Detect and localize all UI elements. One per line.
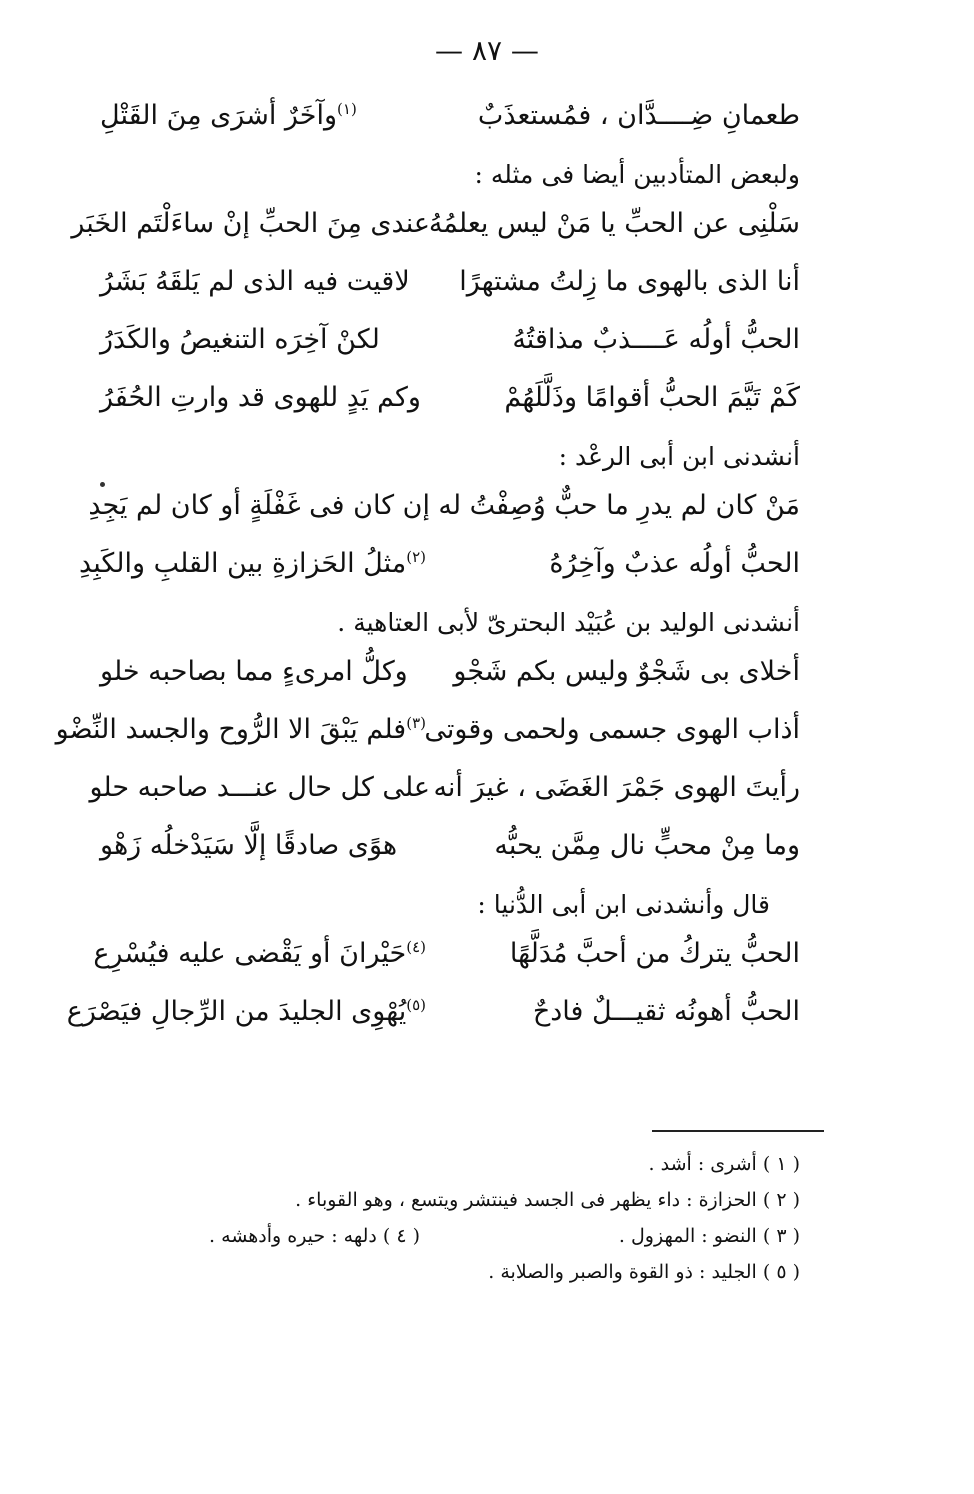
second-hemistich: $^{(٥)}$يُهْوِى الجليدَ من الرِّجالِ فيَصْرَع bbox=[66, 996, 426, 1027]
footnote: ( ٢ ) الحزازة : داء يظهر فى الجسد فينتشر ويتسع ، وهو القوباء . bbox=[295, 1189, 800, 1211]
footnote-marker: (٢) bbox=[406, 548, 426, 566]
footnote-marker: (١) bbox=[337, 100, 357, 118]
first-hemistich: سَلْنِى عن الحبِّ يا مَنْ ليس يعلمُهُ bbox=[428, 208, 800, 239]
first-hemistich: أذاب الهوى جسمى ولحمى وقوتى bbox=[424, 714, 800, 745]
first-hemistich: الحبُّ أولُه عَــــذبٌ مذاقتُهُ bbox=[512, 324, 800, 355]
ink-speck bbox=[100, 482, 105, 487]
first-hemistich: مَنْ كان لم يدرِ ما حبٌّ وُصِفْتُ له bbox=[438, 490, 800, 521]
couplet bbox=[66, 988, 800, 1046]
second-hemistich: $^{(١)}$وآخَرٌ أشرَى مِنَ القَتْلِ bbox=[100, 100, 357, 131]
footnote-row bbox=[100, 1218, 800, 1254]
couplet bbox=[88, 482, 800, 540]
second-hemistich: عندى مِنَ الحبِّ إنْ ساءَلْتَم الخَبَر bbox=[71, 208, 430, 239]
footnote-marker: (٥) bbox=[406, 996, 426, 1014]
second-hemistich: $^{(٣)}$فلم يَبْقَ الا الرُّوح والجسد النِّضْو bbox=[55, 714, 426, 745]
footnotes bbox=[100, 1146, 800, 1290]
second-hemistich: على كل حال عنـــد صاحبه حلو bbox=[89, 772, 430, 803]
second-hemistich: لاقيت فيه الذى لم يَلقَهُ بَشَرُ bbox=[100, 266, 410, 297]
footnote-marker: (٤) bbox=[406, 938, 426, 956]
couplet bbox=[55, 706, 800, 764]
couplet bbox=[100, 316, 800, 374]
couplet bbox=[100, 92, 800, 150]
second-hemistich: هوًى صادقًا إلَّا سَيَدْخلُه زَهْو bbox=[100, 830, 398, 861]
footnote-marker: (٣) bbox=[406, 714, 426, 732]
couplet bbox=[93, 930, 800, 988]
couplet bbox=[89, 764, 800, 822]
prose-line: قال وأنشدنى ابن أبى الدُّنيا : bbox=[477, 890, 770, 919]
first-hemistich: رأيتَ الهوى جَمْرَ الغَضَى ، غيرَ أنه bbox=[433, 772, 800, 803]
second-hemistich: وكم يَدٍ للهوى قد وارتِ الحُفَرُ bbox=[100, 382, 421, 413]
poem-body bbox=[55, 92, 800, 1046]
second-hemistich: $^{(٤)}$حَيْرانَ أو يَقْضى عليه فيُسْرِع bbox=[93, 938, 426, 969]
first-hemistich: الحبُّ أولُه عذبٌ وآخِرُهُ bbox=[549, 548, 800, 579]
footnote: ( ١ ) أشرى : أشد . bbox=[648, 1153, 800, 1175]
first-hemistich: وما مِنْ محبٍّ نال مِمَّن يحبُّه bbox=[494, 830, 800, 861]
couplet bbox=[71, 200, 800, 258]
couplet bbox=[100, 822, 800, 880]
footnote: ( ٣ ) النضو : المهزول . bbox=[618, 1225, 800, 1247]
second-hemistich: لكنْ آخِرَه التنغيصُ والكَدَرُ bbox=[100, 324, 380, 355]
footnote: ( ٥ ) الجليد : ذو القوة والصبر والصلابة . bbox=[488, 1261, 800, 1283]
footnote-separator bbox=[652, 1130, 824, 1132]
couplet bbox=[79, 540, 800, 598]
page-number: — ٨٧ — bbox=[435, 34, 539, 67]
first-hemistich: الحبُّ أهونُه ثقيـــلٌ فادحٌ bbox=[532, 996, 800, 1027]
footnote: ( ٤ ) دلهه : حيره وأدهشه . bbox=[209, 1225, 420, 1247]
couplet bbox=[100, 374, 800, 432]
prose-line: أنشدنى ابن أبى الرعْد : bbox=[558, 442, 800, 471]
first-hemistich: أخلاى بى شَجْوٌ وليس بكم شَجْو bbox=[453, 656, 800, 687]
first-hemistich: أنا الذى بالهوى ما زِلتُ مشتهرًا bbox=[459, 266, 800, 297]
prose-line: أنشدنى الوليد بن عُبَيْد البحترىّ لأبى العتاهية . bbox=[337, 608, 800, 637]
prose-line: ولبعض المتأدبين أيضا فى مثله : bbox=[474, 160, 800, 189]
first-hemistich: كَمْ تَيَّمَ الحبُّ أقوامًا وذَلَّلَهُمْ bbox=[504, 382, 800, 413]
second-hemistich: وكلُّ امرىءٍ مما بصاحبه خلو bbox=[100, 656, 408, 687]
couplet bbox=[100, 258, 800, 316]
first-hemistich: طعمانِ ضِــــدَّان ، فمُستعذَبٌ bbox=[477, 100, 800, 131]
couplet bbox=[100, 648, 800, 706]
second-hemistich: إن كان فى غَفْلَةٍ أو كان لم يَجِدِ bbox=[88, 490, 430, 521]
first-hemistich: الحبُّ يتركُ من أحبَّ مُدَلَّهًا bbox=[509, 938, 800, 969]
second-hemistich: $^{(٢)}$مثلُ الحَزازةِ بين القلبِ والكَبِدِ bbox=[79, 548, 426, 579]
